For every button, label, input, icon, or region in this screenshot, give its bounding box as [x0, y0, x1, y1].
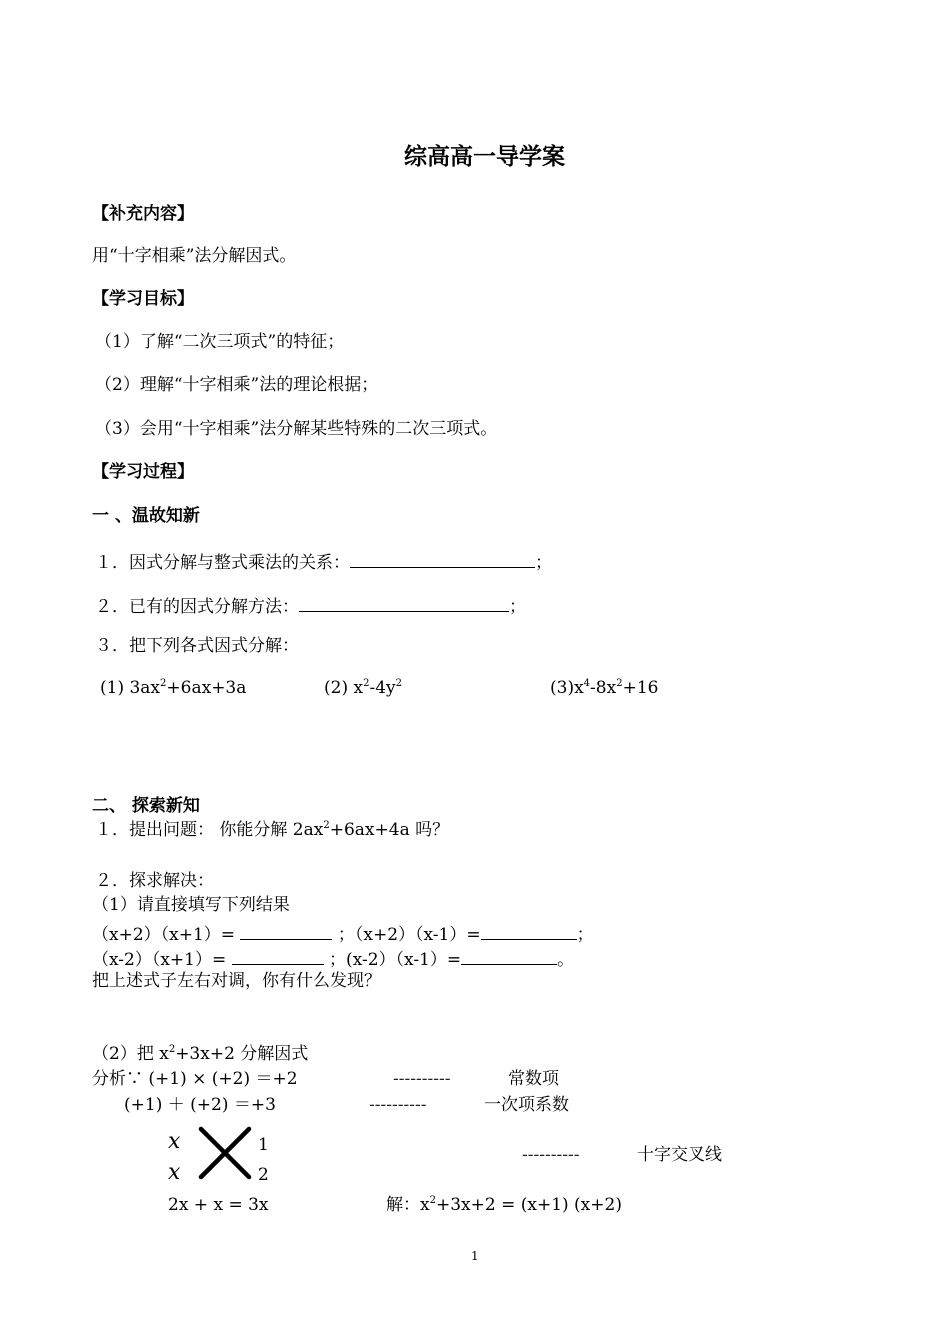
exercise-3-exponent-1: 4: [583, 678, 591, 689]
cross-lines-icon: [198, 1126, 252, 1180]
goals-heading: 【学习目标】: [92, 289, 194, 309]
solution-part-b: +3x+2 = (x+1) (x+2): [435, 1195, 622, 1215]
goal-item-1: （1）了解“二次三项式”的特征；: [95, 332, 345, 352]
dash-line-1: ----------: [393, 1069, 451, 1089]
exercise-1-part-b: +6ax+3a: [166, 678, 247, 698]
fill-row-2-expr-a: （x-2）（x+1）=: [92, 950, 232, 970]
fill-row-1-expr-b: ；（x+2）（x-1）=: [332, 925, 481, 945]
question-2-text: ２．已有的因式分解方法：: [95, 597, 299, 617]
cross-x-bottom: x: [168, 1160, 181, 1185]
fill-row-1: [92, 923, 594, 944]
analysis-line-2: (+1) ＋ (+2) ＝+3: [124, 1095, 276, 1115]
fill-row-2: [92, 948, 574, 969]
exercise-3: [550, 680, 658, 697]
supplement-heading: 【补充内容】: [92, 204, 194, 224]
exercise-2-exponent-1: 2: [363, 678, 370, 689]
analysis-line-1: 分析∵ (+1) × (+2) ＝+2: [92, 1069, 298, 1089]
question-2: [95, 595, 526, 616]
part2-question-1-part-b: +6ax+4a 吗？: [329, 820, 450, 840]
dash-line-2: ----------: [369, 1095, 427, 1115]
dash-line-3: ----------: [522, 1145, 580, 1165]
question-1: [95, 551, 552, 572]
question-3: ３．把下列各式因式分解：: [95, 636, 299, 656]
exercise-2-exponent-2: 2: [395, 678, 402, 689]
cross-x-top: x: [168, 1129, 181, 1154]
fill-row-1-end: ；: [576, 925, 594, 945]
part2-question-1: [95, 822, 449, 839]
part2-question-2-1: （1）请直接填写下列结果: [92, 895, 290, 915]
cross-number-top: 1: [258, 1135, 269, 1155]
goal-item-3: （3）会用“十字相乘”法分解某些特殊的二次三项式。: [95, 419, 498, 439]
exercise-1: [100, 680, 246, 697]
page-title: 综高高一导学案: [404, 144, 565, 170]
solution-exponent: 2: [429, 1195, 436, 1206]
page-number: 1: [471, 1249, 479, 1263]
answer-blank-1[interactable]: [350, 551, 535, 568]
answer-blank-2[interactable]: [299, 595, 509, 612]
swap-question: 把上述式子左右对调，你有什么发现？: [92, 971, 381, 991]
part2-question-2: ２．探求解决：: [95, 871, 214, 891]
label-linear-coefficient: 一次项系数: [484, 1095, 569, 1115]
part2-question-2-2-part-a: （2）把 x: [92, 1044, 169, 1064]
part1-heading: 一 、温故知新: [92, 506, 200, 526]
process-heading: 【学习过程】: [92, 462, 194, 482]
question-1-text: １．因式分解与整式乘法的关系：: [95, 553, 350, 573]
fill-blank-1[interactable]: [240, 923, 332, 940]
cross-sum: 2x + x = 3x: [168, 1195, 269, 1215]
part2-question-2-2-part-b: +3x+2 分解因式: [175, 1044, 309, 1064]
exercise-1-exponent: 2: [160, 678, 167, 689]
exercise-3-exponent-2: 2: [616, 678, 623, 689]
exercise-2: [324, 680, 402, 697]
fill-row-2-expr-b: ；(x-2）（x-1）=: [323, 950, 462, 970]
question-1-end: ；: [535, 553, 552, 573]
solution: [386, 1197, 622, 1214]
fill-row-2-end: 。: [557, 950, 575, 970]
exercise-2-part-a: (2) x: [324, 678, 364, 698]
exercise-1-part-a: (1) 3ax: [100, 678, 161, 698]
supplement-text: 用“十字相乘”法分解因式。: [92, 246, 297, 266]
cross-number-bottom: 2: [258, 1165, 269, 1185]
part2-question-2-2: [92, 1046, 308, 1063]
goal-item-2: （2）理解“十字相乘”法的理论根据；: [95, 375, 379, 395]
fill-row-1-expr-a: （x+2）（x+1）=: [92, 925, 241, 945]
part2-question-1-part-a: １．提出问题： 你能分解 2ax: [95, 820, 324, 840]
exercise-2-part-b: -4y: [369, 678, 396, 698]
question-2-end: ；: [509, 597, 526, 617]
part2-question-2-2-exponent: 2: [168, 1044, 176, 1055]
fill-blank-2[interactable]: [481, 923, 577, 940]
fill-blank-3[interactable]: [232, 948, 324, 965]
exercise-3-part-a: (3)x: [550, 678, 584, 698]
part2-question-1-exponent: 2: [323, 820, 330, 831]
label-cross-line: 十字交叉线: [637, 1145, 722, 1165]
exercise-3-part-b: -8x: [590, 678, 617, 698]
solution-part-a: 解：x: [386, 1195, 430, 1215]
fill-blank-4[interactable]: [461, 948, 557, 965]
part2-heading: 二、 探索新知: [92, 796, 200, 816]
exercise-3-part-c: +16: [622, 678, 659, 698]
label-constant-term: 常数项: [508, 1069, 559, 1089]
